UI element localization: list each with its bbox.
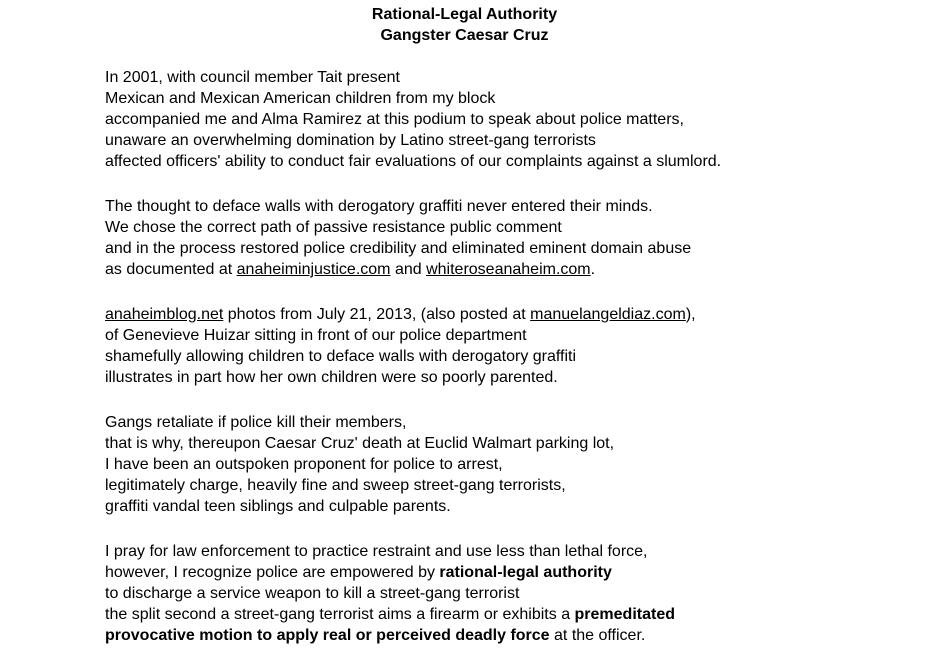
text-line [105,604,929,625]
text-line [105,259,929,280]
bold-text-segment: provocative motion to apply real or perceived deadly force [105,627,550,644]
text-segment: ), [685,306,696,323]
link-anaheimblog-net[interactable]: anaheimblog.net [105,306,224,323]
text-segment: shamefully allowing children to deface walls with derogatory graffiti [105,348,577,365]
link-manuelangeldiaz-com[interactable]: manuelangeldiaz.com [530,306,686,323]
text-segment: I pray for law enforcement to practice restraint and use less than lethal force, [105,543,648,560]
text-segment: and [390,261,427,278]
text-line [105,541,929,562]
text-line [105,217,929,238]
text-line [105,238,929,259]
text-segment: . [590,261,596,278]
text-line [105,151,929,172]
text-segment: accompanied me and Alma Ramirez at this podium to speak about police matters, [105,111,684,128]
text-line [105,496,929,517]
text-line [105,304,929,325]
text-segment: We chose the correct path of passive resistance public comment [105,219,562,236]
text-segment: photos from July 21, 2013, (also posted at [223,306,531,323]
text-segment: at the officer. [549,627,646,644]
text-segment: unaware an overwhelming domination by Latino street-gang terrorists [105,132,596,149]
text-line [105,562,929,583]
text-segment: affected officers' ability to conduct fair evaluations of our complaints against a slumlord. [105,153,722,170]
text-line [105,196,929,217]
text-segment: as documented at [105,261,237,278]
paragraph [105,304,929,388]
text-segment: Gangs retaliate if police kill their members, [105,414,407,431]
paragraph [105,541,929,646]
text-segment: In 2001, with council member Tait present [105,69,400,86]
text-segment: I have been an outspoken proponent for police to arrest, [105,456,503,473]
bold-text-segment: rational-legal authority [439,564,612,581]
text-segment: Mexican and Mexican American children from my block [105,90,496,107]
text-segment: that is why, thereupon Caesar Cruz' death at Euclid Walmart parking lot, [105,435,615,452]
text-line [105,454,929,475]
text-line [105,109,929,130]
title-line-1: Rational-Legal Authority [371,6,558,23]
document-title [0,0,929,46]
text-segment: to discharge a service weapon to kill a street-gang terrorist [105,585,520,602]
text-line [105,412,929,433]
text-line [105,346,929,367]
text-line [105,130,929,151]
title-line-2: Gangster Caesar Cruz [380,27,549,44]
text-line [105,625,929,646]
document-body [105,67,929,646]
text-line [105,475,929,496]
text-line [105,433,929,454]
text-segment: legitimately charge, heavily fine and sweep street-gang terrorists, [105,477,566,494]
text-segment: The thought to deface walls with derogatory graffiti never entered their minds. [105,198,653,215]
link-anaheiminjustice-com[interactable]: anaheiminjustice.com [236,261,391,278]
bold-text-segment: premeditated [574,606,675,623]
text-segment: graffiti vandal teen siblings and culpable parents. [105,498,451,515]
text-segment: illustrates in part how her own children were so poorly parented. [105,369,558,386]
paragraph [105,67,929,172]
text-line [105,88,929,109]
link-whiteroseanaheim-com[interactable]: whiteroseanaheim.com [426,261,591,278]
text-segment: the split second a street-gang terrorist aims a firearm or exhibits a [105,606,575,623]
text-line [105,367,929,388]
text-segment: however, I recognize police are empowered by [105,564,440,581]
paragraph [105,412,929,517]
paragraph [105,196,929,280]
text-line [105,325,929,346]
text-line [105,583,929,604]
text-segment: of Genevieve Huizar sitting in front of our police department [105,327,527,344]
text-segment: and in the process restored police credibility and eliminated eminent domain abuse [105,240,692,257]
text-line [105,67,929,88]
